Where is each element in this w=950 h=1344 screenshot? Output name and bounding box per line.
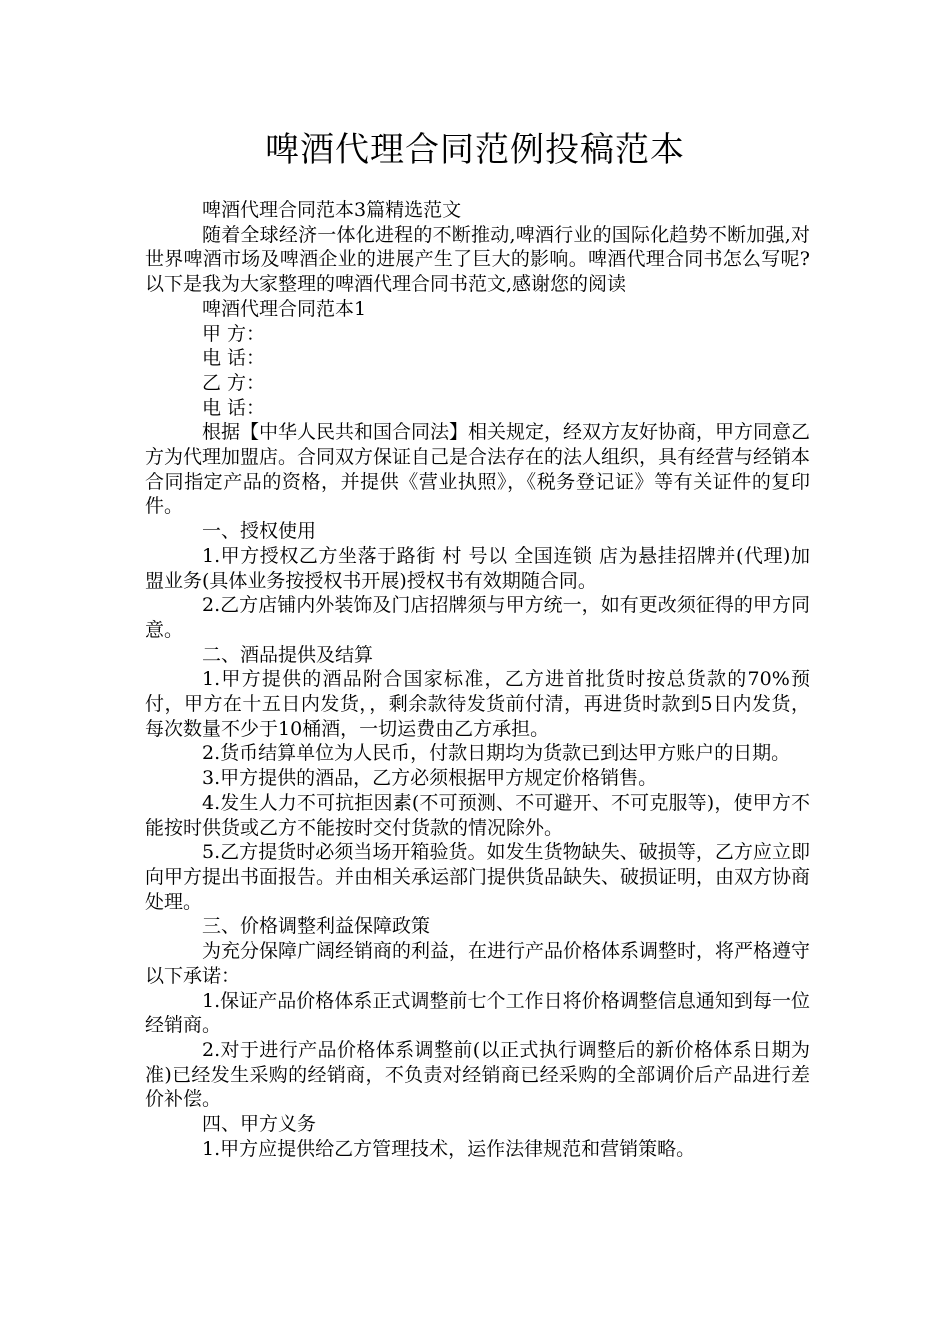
document-title: 啤酒代理合同范例投稿范本 (265, 130, 685, 170)
paragraph-heading: 啤酒代理合同范本1 (202, 297, 367, 320)
document-body (145, 198, 810, 1161)
section-heading: 二、酒品提供及结算 (202, 643, 374, 666)
clause: 4.发生人力不可抗拒因素(不可预测、不可避开、不可克服等)，使甲方不能按时供货或乙方不能按时交付货款的情况除外。 (145, 791, 810, 839)
clause: 2.乙方店铺内外装饰及门店招牌须与甲方统一，如有更改须征得的甲方同意。 (145, 594, 810, 641)
party-b-phone-line: 电 话： (202, 396, 266, 419)
paragraph-preamble: 根据【中华人民共和国合同法】相关规定，经双方友好协商，甲方同意乙方为代理加盟店。合同双方保证自己是合法存在的法人组织，具有经营与经销本合同指定产品的资格，并提供《营业执照》，《税务登记证》等有关证件的复印件。 (145, 421, 811, 518)
party-a-phone-line: 电 话： (202, 347, 266, 370)
party-b-line: 乙 方： (202, 371, 266, 394)
clause: 2.对于进行产品价格体系调整前(以正式执行调整后的新价格体系日期为准)已经发生采购的经销商，不负责对经销商已经采购的全部调价后产品进行差价补偿。 (145, 1038, 810, 1111)
paragraph-subtitle: 啤酒代理合同范本3篇精选范文 (202, 199, 462, 221)
paragraph-intro: 随着全球经济一体化进程的不断推动,啤酒行业的国际化趋势不断加强,对世界啤酒市场及啤酒企业的进展产生了巨大的影响。啤酒代理合同书怎么写呢?以下是我为大家整理的啤酒代理合同书范文,感谢您的阅读 (145, 223, 810, 296)
section-heading: 一、授权使用 (202, 520, 317, 543)
clause: 1.甲方提供的酒品附合国家标准，乙方进首批货时按总货款的70%预付，甲方在十五日内发货，，剩余款待发货前付清，再进货时款到5日内发货，每次数量不少于10桶酒，一切运费由乙方承担。 (145, 668, 810, 740)
clause: 1.甲方授权乙方坐落于路街 村 号以 全国连锁 店为悬挂招牌并(代理)加盟业务(具体业务按授权书开展)授权书有效期随合同。 (145, 544, 810, 592)
clause: 为充分保障广阔经销商的利益，在进行产品价格体系调整时，将严格遵守以下承诺： (145, 940, 811, 987)
clause: 5.乙方提货时必须当场开箱验货。如发生货物缺失、破损等，乙方应立即向甲方提出书面报告。并由相关承运部门提供货品缺失、破损证明，由双方协商处理。 (145, 841, 811, 913)
clause: 3.甲方提供的酒品，乙方必须根据甲方规定价格销售。 (202, 767, 658, 790)
party-a-line: 甲 方： (202, 322, 266, 345)
clause: 1.保证产品价格体系正式调整前七个工作日将价格调整信息通知到每一位经销商。 (145, 989, 810, 1037)
section-heading: 三、价格调整利益保障政策 (202, 915, 431, 938)
clause: 1.甲方应提供给乙方管理技术，运作法律规范和营销策略。 (202, 1137, 696, 1160)
clause: 2.货币结算单位为人民币，付款日期均为货款已到达甲方账户的日期。 (202, 742, 791, 765)
section-heading: 四、甲方义务 (202, 1113, 317, 1136)
